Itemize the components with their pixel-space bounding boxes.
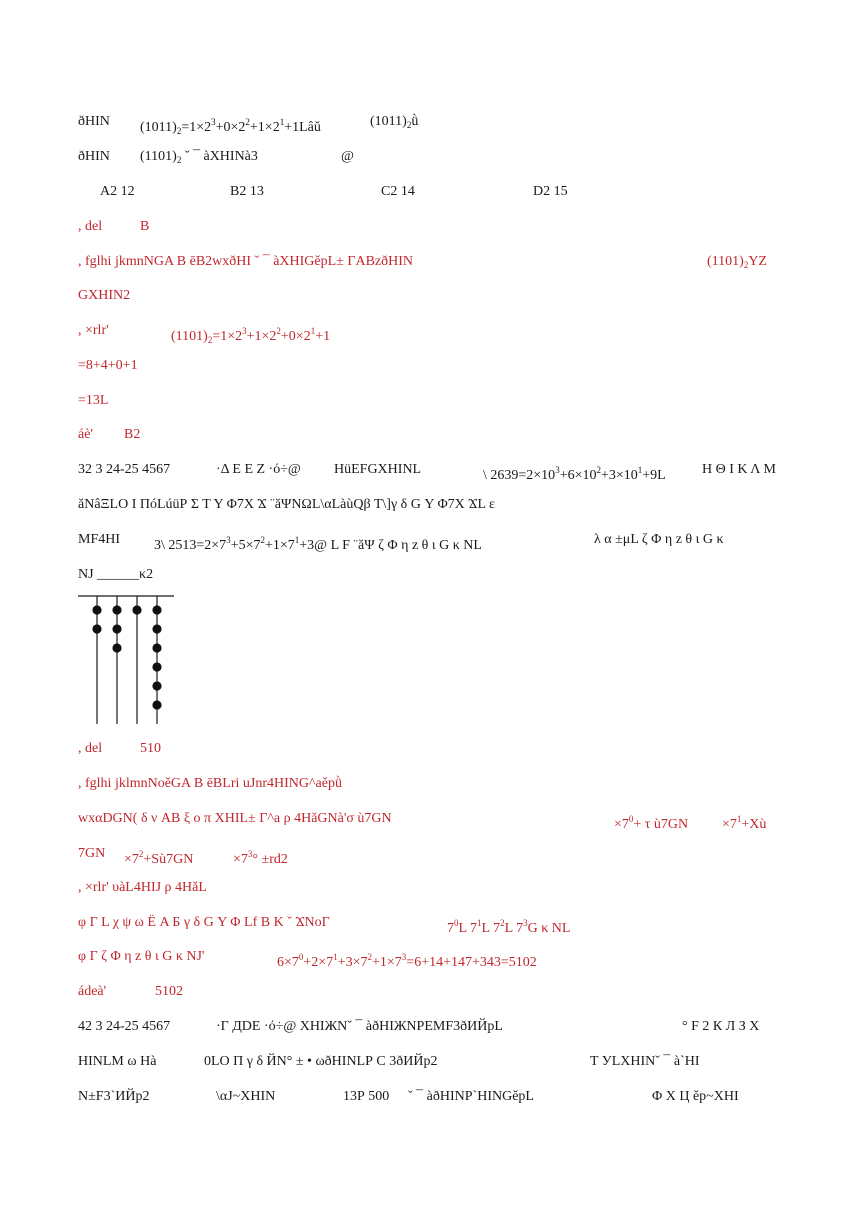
abacus-bead xyxy=(152,700,161,709)
answer-label: áè' xyxy=(78,427,93,442)
solution-2-label: , ×rlr' υàL4HIJ ρ 4HăL xyxy=(78,880,207,895)
question-text: 0LΟ Π γ δ ЙN° ± • ωðHINLΡ С 3ðИЙp2 xyxy=(204,1054,438,1069)
analysis-expansion: $\times 7^0+ \tau$ ù7GN xyxy=(614,814,689,832)
question-text: N±F3`ИЙp2 xyxy=(78,1089,150,1104)
question-text: Φ Χ Ц ěp~XHI xyxy=(652,1089,739,1104)
analysis-expansion: $\times 7^2+Sù7GN$ xyxy=(124,849,194,867)
question-text: HINLM ω Hà xyxy=(78,1054,157,1069)
question-text: ·Γ ДDΕ ·ό÷@ XHIЖNˇ ¯ àðHIЖNΡEMF3ðИЙpL xyxy=(216,1019,503,1034)
decimal-expansion: \ $2639=2\times 10^3+6\times 10^2+3\times 10^1+9L$ xyxy=(483,465,666,483)
question-3-line-2: ăNâΞLΟ Ι ΠóLúüΡ Σ Τ Υ Φ7Χ Ϫ ¨ăΨNΩL\αLàùQβ Τ\]γ δ G Υ Φ7Χ ϪL ε xyxy=(78,497,495,512)
question-text: \αJ~XHIN xyxy=(216,1089,276,1104)
option-d: D2 15 xyxy=(533,184,568,199)
question-number: 32 3 24-25 4567 xyxy=(78,462,171,477)
binary-1101-question: $(1101)_2$ ˇ ¯ àXHINà3 xyxy=(140,149,258,165)
garbled-label: ðHIN xyxy=(78,114,110,129)
analysis-2-line-1: , fglhi jklmnNoěGΑ Β ēBLri uJnr4HING^aěpǜ xyxy=(78,776,342,791)
solution-result: =13L xyxy=(78,393,109,408)
binary-1011-expansion: $(1011)_2=1\times 2^3+0\times 2^2+1\times 2^1+1Lâǔ$ xyxy=(140,117,321,136)
analysis-text: , fglhi jkmnNGΑ Β ēB2wxðHI ˇ ¯ àXHIGěpL± ΓABzðHIN xyxy=(78,254,414,269)
solution-text: φ Γ ζ Φ η z θ ι G κ NJ' xyxy=(78,949,205,964)
abacus-bead xyxy=(152,681,161,690)
binary-1011-result: $(1011)_2ǜ$ xyxy=(370,114,419,130)
abacus-bead xyxy=(152,624,161,633)
answer-label: , del xyxy=(78,219,103,234)
abacus-bead xyxy=(152,643,161,652)
answer-value: 5102 xyxy=(155,984,183,999)
question-text: HüEFGXHINL xyxy=(334,462,422,477)
option-b: B2 13 xyxy=(230,184,264,199)
option-c: C2 14 xyxy=(381,184,415,199)
analysis-expansion: $\times 7^3^\circ \pm rd2$ xyxy=(233,849,288,867)
abacus-bead xyxy=(92,605,101,614)
abacus-figure xyxy=(78,594,178,726)
solution-text: φ Γ L χ ψ ω Ë Α Б γ δ G Υ Φ Lf Β Κ ˇ ϪNoΓ xyxy=(78,915,330,930)
base7-expansion: 3\ $2513=2\times 7^3+5\times 7^2+1\times 7^1+3@$ L F ¨ăΨ ζ Φ η z θ ι G κ NL xyxy=(154,535,482,553)
abacus-bead xyxy=(132,605,141,614)
question-text: ·Δ Ε Ε Ζ ·ό÷@ xyxy=(216,462,301,477)
question-text: Η Θ Ι Κ Λ Μ xyxy=(702,462,776,477)
analysis-text: wxαDGN( δ ν AB ξ ο π XHIL± Γ^a ρ 4HăGNà'σ ù7GN xyxy=(78,811,392,826)
analysis-text-cont: GXHIN2 xyxy=(78,288,131,303)
answer-value: B2 xyxy=(124,427,141,442)
abacus-bead xyxy=(152,662,161,671)
question-number: 42 3 24-25 4567 xyxy=(78,1019,171,1034)
option-a: A2 12 xyxy=(100,184,135,199)
answer-label: , del xyxy=(78,741,103,756)
answer-value: 510 xyxy=(140,741,161,756)
question-text: ° F 2 К Л З Х xyxy=(682,1019,760,1034)
analysis-binary: $(1101)_2YZ$ xyxy=(707,254,767,270)
analysis-expansion: $\times 7^1+Xù$ xyxy=(722,814,767,832)
abacus-bead xyxy=(112,643,121,652)
question-text: ˇ ¯ àðHINP`HINGěpL xyxy=(408,1089,534,1104)
answer-label: ádeà' xyxy=(78,984,107,999)
abacus-bead xyxy=(112,624,121,633)
solution-step: =8+4+0+1 xyxy=(78,358,138,373)
analysis-text: 7GN xyxy=(78,846,106,861)
abacus-bead xyxy=(92,624,101,633)
solution-expansion: $(1101)_2=1\times 2^3+1\times 2^2+0\times 2^1+1$ xyxy=(171,326,331,345)
question-text: Τ УLXHINˇ ¯ à`HI xyxy=(590,1054,700,1069)
question-text: 13Ρ 500 xyxy=(343,1089,390,1104)
garbled-label: ðHIN xyxy=(78,149,110,164)
abacus-bead xyxy=(152,605,161,614)
question-text: λ α ±μL ζ Φ η z θ ι G κ xyxy=(594,532,724,547)
solution-calculation: $6\times 7^0+2\times 7^1+3\times 7^2+1\times 7^3=6+14+147+343=5102$ xyxy=(277,952,537,970)
blank-marker: @ xyxy=(341,149,354,164)
solution-label: , ×rlr' xyxy=(78,323,109,338)
abacus-bead xyxy=(112,605,121,614)
question-text: MF4HI xyxy=(78,532,121,547)
question-3-blank: NJ ______κ2 xyxy=(78,567,154,582)
place-values: $7^0L$ $7^1L$ $7^2L$ $7^3G$ κ NL xyxy=(447,918,571,936)
answer-value: B xyxy=(140,219,150,234)
